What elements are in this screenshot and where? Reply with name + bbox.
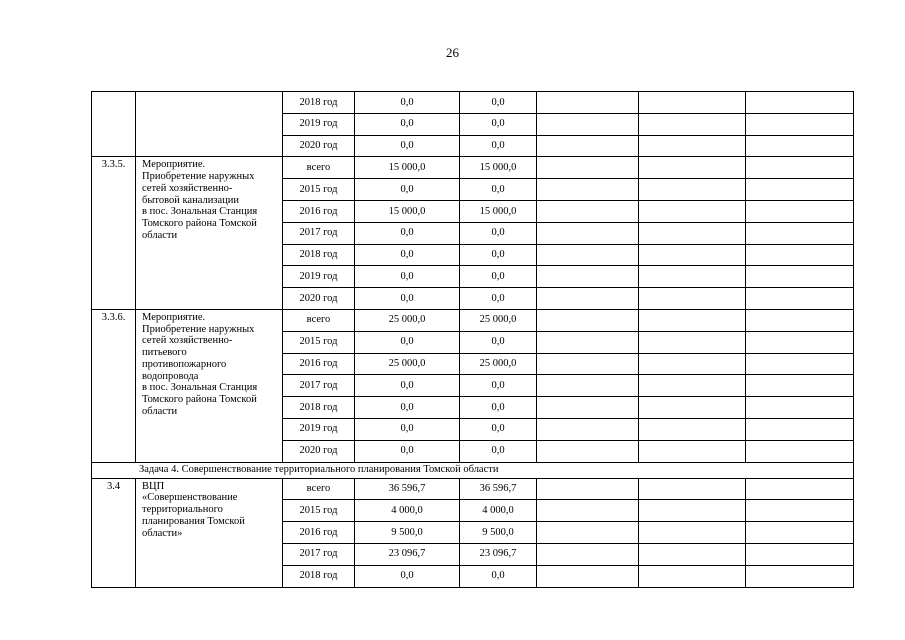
empty-cell bbox=[537, 478, 639, 500]
value-cell: 25 000,0 bbox=[355, 309, 460, 331]
table-row bbox=[92, 157, 854, 179]
value-cell: 9 500,0 bbox=[460, 522, 537, 544]
empty-cell bbox=[537, 500, 639, 522]
empty-cell bbox=[537, 375, 639, 397]
value-cell: 4 000,0 bbox=[355, 500, 460, 522]
empty-cell bbox=[746, 543, 854, 565]
measure-name-line: Томского района Томской bbox=[142, 394, 257, 406]
value-cell: 36 596,7 bbox=[355, 478, 460, 500]
value-cell: 25 000,0 bbox=[355, 353, 460, 375]
value-cell: 4 000,0 bbox=[460, 500, 537, 522]
empty-cell bbox=[639, 244, 746, 266]
empty-cell bbox=[537, 113, 639, 135]
item-number-cell: 3.4 bbox=[92, 478, 136, 587]
measure-name-line: Мероприятие. bbox=[142, 311, 206, 323]
measure-name-line: области bbox=[142, 229, 178, 241]
measure-name-cell bbox=[136, 157, 283, 310]
empty-cell bbox=[639, 440, 746, 462]
value-cell: 0,0 bbox=[355, 418, 460, 440]
value-cell: 0,0 bbox=[460, 440, 537, 462]
empty-cell bbox=[537, 92, 639, 114]
empty-cell bbox=[639, 478, 746, 500]
measure-name-line: сетей хозяйственно- bbox=[142, 335, 233, 347]
value-cell: 0,0 bbox=[460, 565, 537, 587]
empty-cell bbox=[746, 309, 854, 331]
year-cell: 2015 год bbox=[283, 331, 355, 353]
empty-cell bbox=[639, 179, 746, 201]
page-number: 26 bbox=[446, 45, 459, 60]
value-cell: 0,0 bbox=[460, 92, 537, 114]
empty-cell bbox=[746, 440, 854, 462]
value-cell: 15 000,0 bbox=[460, 200, 537, 222]
empty-cell bbox=[537, 522, 639, 544]
year-cell: 2020 год bbox=[283, 440, 355, 462]
year-cell: 2018 год bbox=[283, 244, 355, 266]
year-cell: 2018 год bbox=[283, 565, 355, 587]
value-cell: 0,0 bbox=[355, 565, 460, 587]
measure-name-line: территориального bbox=[142, 504, 223, 516]
measure-name-line: бытовой канализации bbox=[142, 194, 239, 206]
year-cell: 2020 год bbox=[283, 135, 355, 157]
value-cell: 0,0 bbox=[355, 397, 460, 419]
empty-cell bbox=[537, 222, 639, 244]
year-cell: 2016 год bbox=[283, 522, 355, 544]
empty-cell bbox=[537, 244, 639, 266]
empty-cell bbox=[746, 135, 854, 157]
empty-cell bbox=[746, 331, 854, 353]
year-cell: 2018 год bbox=[283, 92, 355, 114]
measure-name-line: Приобретение наружных bbox=[142, 171, 255, 183]
measure-name-line: сетей хозяйственно- bbox=[142, 182, 233, 194]
empty-cell bbox=[639, 397, 746, 419]
empty-cell bbox=[537, 565, 639, 587]
empty-cell bbox=[746, 353, 854, 375]
empty-cell bbox=[639, 288, 746, 310]
measure-name-cell bbox=[136, 309, 283, 462]
empty-cell bbox=[746, 375, 854, 397]
empty-cell bbox=[639, 222, 746, 244]
year-cell: 2018 год bbox=[283, 397, 355, 419]
empty-cell bbox=[537, 353, 639, 375]
empty-cell bbox=[639, 375, 746, 397]
empty-cell bbox=[746, 157, 854, 179]
value-cell: 0,0 bbox=[355, 375, 460, 397]
empty-cell bbox=[639, 113, 746, 135]
value-cell: 0,0 bbox=[460, 266, 537, 288]
value-cell: 0,0 bbox=[355, 440, 460, 462]
empty-cell bbox=[537, 200, 639, 222]
measure-name-line: в пос. Зональная Станция bbox=[142, 206, 258, 218]
empty-cell bbox=[537, 266, 639, 288]
program-table bbox=[91, 91, 854, 588]
empty-cell bbox=[639, 565, 746, 587]
year-cell: 2017 год bbox=[283, 543, 355, 565]
empty-cell bbox=[746, 244, 854, 266]
empty-cell bbox=[746, 113, 854, 135]
table-row bbox=[92, 92, 854, 114]
empty-cell bbox=[537, 397, 639, 419]
empty-cell bbox=[639, 500, 746, 522]
empty-cell bbox=[639, 266, 746, 288]
value-cell: 9 500,0 bbox=[355, 522, 460, 544]
empty-cell bbox=[746, 565, 854, 587]
empty-cell bbox=[639, 200, 746, 222]
empty-cell bbox=[639, 353, 746, 375]
value-cell: 0,0 bbox=[460, 375, 537, 397]
measure-name-line: питьевого bbox=[142, 347, 187, 359]
year-cell: всего bbox=[283, 309, 355, 331]
value-cell: 0,0 bbox=[460, 135, 537, 157]
empty-cell bbox=[639, 309, 746, 331]
measure-name-line: в пос. Зональная Станция bbox=[142, 382, 258, 394]
measure-name-line: области bbox=[142, 405, 178, 417]
value-cell: 15 000,0 bbox=[355, 157, 460, 179]
value-cell: 0,0 bbox=[355, 266, 460, 288]
value-cell: 0,0 bbox=[460, 288, 537, 310]
empty-cell bbox=[639, 543, 746, 565]
empty-cell bbox=[746, 522, 854, 544]
measure-name-line: ВЦП bbox=[142, 480, 165, 492]
empty-cell bbox=[537, 157, 639, 179]
measure-name-line: Томского района Томской bbox=[142, 218, 257, 230]
table-row bbox=[92, 309, 854, 331]
measure-name-line: Мероприятие. bbox=[142, 159, 206, 171]
empty-cell bbox=[639, 135, 746, 157]
empty-cell bbox=[537, 309, 639, 331]
value-cell: 0,0 bbox=[355, 288, 460, 310]
empty-cell bbox=[746, 397, 854, 419]
empty-cell bbox=[537, 179, 639, 201]
value-cell: 0,0 bbox=[460, 179, 537, 201]
empty-cell bbox=[537, 543, 639, 565]
value-cell: 0,0 bbox=[460, 397, 537, 419]
empty-cell bbox=[746, 222, 854, 244]
value-cell: 36 596,7 bbox=[460, 478, 537, 500]
task-row bbox=[92, 462, 854, 478]
empty-cell bbox=[746, 200, 854, 222]
value-cell: 15 000,0 bbox=[355, 200, 460, 222]
year-cell: 2020 год bbox=[283, 288, 355, 310]
value-cell: 25 000,0 bbox=[460, 309, 537, 331]
measure-name-line: Приобретение наружных bbox=[142, 323, 255, 335]
year-cell: всего bbox=[283, 157, 355, 179]
measure-name-line: «Совершенствование bbox=[142, 492, 238, 504]
measure-name-cell bbox=[136, 92, 283, 157]
value-cell: 0,0 bbox=[355, 113, 460, 135]
value-cell: 15 000,0 bbox=[460, 157, 537, 179]
table-row bbox=[92, 478, 854, 500]
empty-cell bbox=[746, 266, 854, 288]
value-cell: 0,0 bbox=[355, 222, 460, 244]
value-cell: 0,0 bbox=[460, 113, 537, 135]
value-cell: 0,0 bbox=[355, 92, 460, 114]
item-number-cell: 3.3.6. bbox=[92, 309, 136, 462]
empty-cell bbox=[746, 478, 854, 500]
item-number-cell bbox=[92, 92, 136, 157]
value-cell: 0,0 bbox=[355, 135, 460, 157]
empty-cell bbox=[746, 500, 854, 522]
year-cell: всего bbox=[283, 478, 355, 500]
year-cell: 2017 год bbox=[283, 375, 355, 397]
empty-cell bbox=[537, 288, 639, 310]
year-cell: 2016 год bbox=[283, 353, 355, 375]
empty-cell bbox=[639, 418, 746, 440]
year-cell: 2019 год bbox=[283, 418, 355, 440]
year-cell: 2015 год bbox=[283, 179, 355, 201]
empty-cell bbox=[639, 522, 746, 544]
value-cell: 25 000,0 bbox=[460, 353, 537, 375]
empty-cell bbox=[639, 157, 746, 179]
year-cell: 2019 год bbox=[283, 266, 355, 288]
value-cell: 23 096,7 bbox=[460, 543, 537, 565]
empty-cell bbox=[746, 179, 854, 201]
empty-cell bbox=[746, 92, 854, 114]
measure-name-line: планирования Томской bbox=[142, 515, 245, 527]
year-cell: 2019 год bbox=[283, 113, 355, 135]
value-cell: 0,0 bbox=[460, 222, 537, 244]
empty-cell bbox=[746, 288, 854, 310]
year-cell: 2017 год bbox=[283, 222, 355, 244]
empty-cell bbox=[639, 92, 746, 114]
value-cell: 0,0 bbox=[355, 244, 460, 266]
empty-cell bbox=[639, 331, 746, 353]
measure-name-line: области» bbox=[142, 527, 183, 539]
empty-cell bbox=[746, 418, 854, 440]
year-cell: 2016 год bbox=[283, 200, 355, 222]
year-cell: 2015 год bbox=[283, 500, 355, 522]
empty-cell bbox=[537, 418, 639, 440]
value-cell: 0,0 bbox=[460, 331, 537, 353]
empty-cell bbox=[537, 331, 639, 353]
item-number-cell: 3.3.5. bbox=[92, 157, 136, 310]
task-title-cell: Задача 4. Совершенствование территориального планирования Томской области bbox=[92, 462, 854, 478]
value-cell: 0,0 bbox=[355, 331, 460, 353]
empty-cell bbox=[537, 135, 639, 157]
value-cell: 23 096,7 bbox=[355, 543, 460, 565]
value-cell: 0,0 bbox=[460, 418, 537, 440]
measure-name-cell bbox=[136, 478, 283, 587]
value-cell: 0,0 bbox=[355, 179, 460, 201]
measure-name-line: противопожарного bbox=[142, 358, 227, 370]
measure-name-line: водопровода bbox=[142, 370, 199, 382]
value-cell: 0,0 bbox=[460, 244, 537, 266]
empty-cell bbox=[537, 440, 639, 462]
